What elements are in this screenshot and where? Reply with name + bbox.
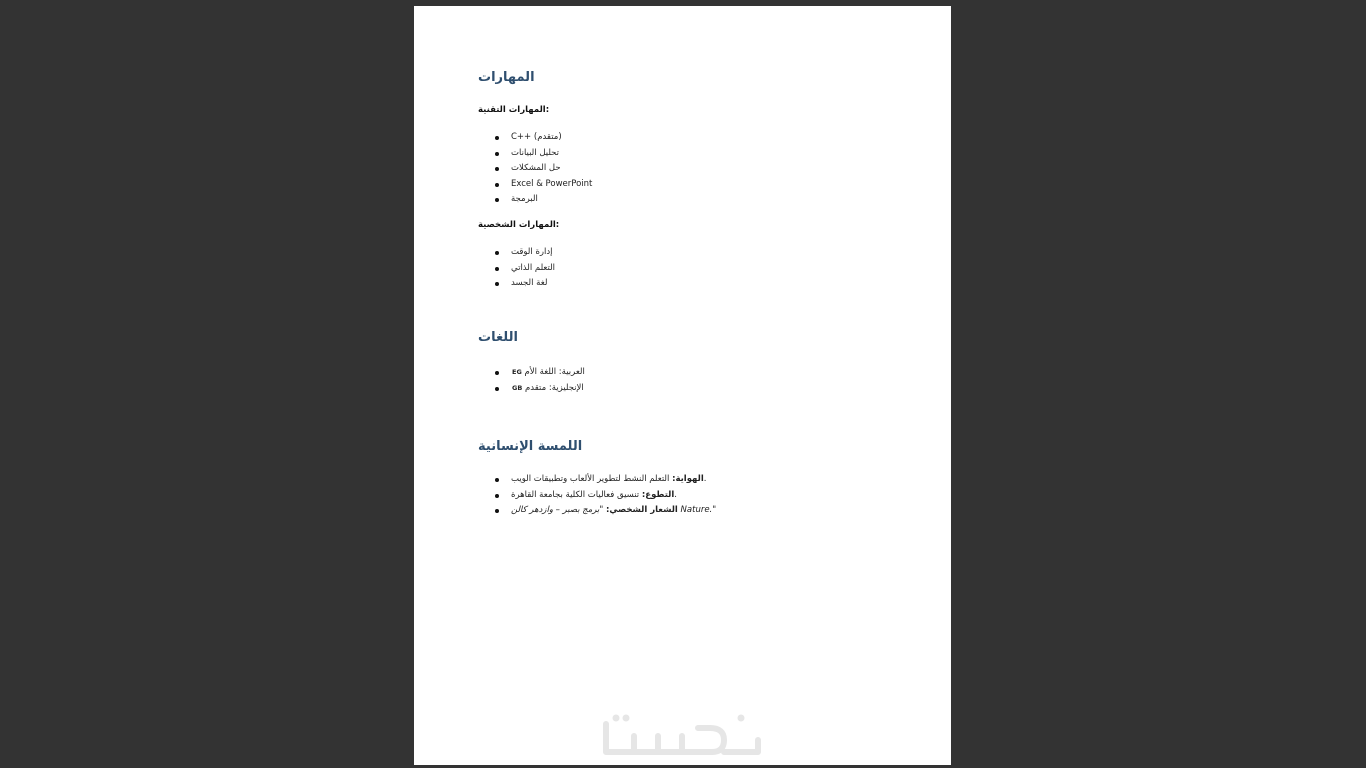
languages-heading: اللغات <box>478 330 518 345</box>
bullet-icon <box>495 251 499 255</box>
bullet-icon <box>495 198 499 202</box>
bullet-icon <box>495 136 499 140</box>
bullet-icon <box>495 152 499 156</box>
list-item: Excel & PowerPoint <box>495 177 592 193</box>
document-page <box>414 6 951 765</box>
list-item: لغة الجسد <box>495 276 555 292</box>
skills-heading: المهارات <box>478 70 535 85</box>
bullet-icon <box>495 494 499 498</box>
list-item: الشعار الشخصي: "برمج بصبر – وازدهر كالن Nature." <box>495 503 716 519</box>
bullet-icon <box>495 509 499 513</box>
bullet-icon <box>495 387 499 391</box>
list-item: EG العربية: اللغة الأم <box>495 365 585 381</box>
human-touch-list <box>495 472 716 519</box>
egypt-flag-icon: EG <box>512 368 522 376</box>
personal-skills-list <box>495 245 555 292</box>
bullet-icon <box>495 478 499 482</box>
list-item: C++ (متقدم) <box>495 130 592 146</box>
list-item: إدارة الوقت <box>495 245 555 261</box>
list-item: البرمجة <box>495 192 592 208</box>
uk-flag-icon: GB <box>512 383 523 392</box>
list-item: التطوع: تنسيق فعاليات الكلية بجامعة القاهرة. <box>495 488 716 504</box>
list-item: التعلم الذاتي <box>495 261 555 277</box>
list-item: تحليل البيانات <box>495 146 592 162</box>
bullet-icon <box>495 282 499 286</box>
bullet-icon <box>495 167 499 171</box>
khamsat-watermark-logo <box>600 712 765 758</box>
human-touch-heading: اللمسة الإنسانية <box>478 439 583 454</box>
bullet-icon <box>495 371 499 375</box>
list-item: الهواية: التعلم النشط لتطوير الألعاب وتطبيقات الويب. <box>495 472 716 488</box>
technical-skills-list <box>495 130 592 208</box>
list-item: حل المشكلات <box>495 161 592 177</box>
list-item: GB الإنجليزية: متقدم <box>495 381 585 397</box>
bullet-icon <box>495 267 499 271</box>
personal-skills-title: المهارات الشخصية: <box>478 220 560 230</box>
technical-skills-title: المهارات التقنية: <box>478 105 550 115</box>
languages-list <box>495 365 585 396</box>
bullet-icon <box>495 183 499 187</box>
